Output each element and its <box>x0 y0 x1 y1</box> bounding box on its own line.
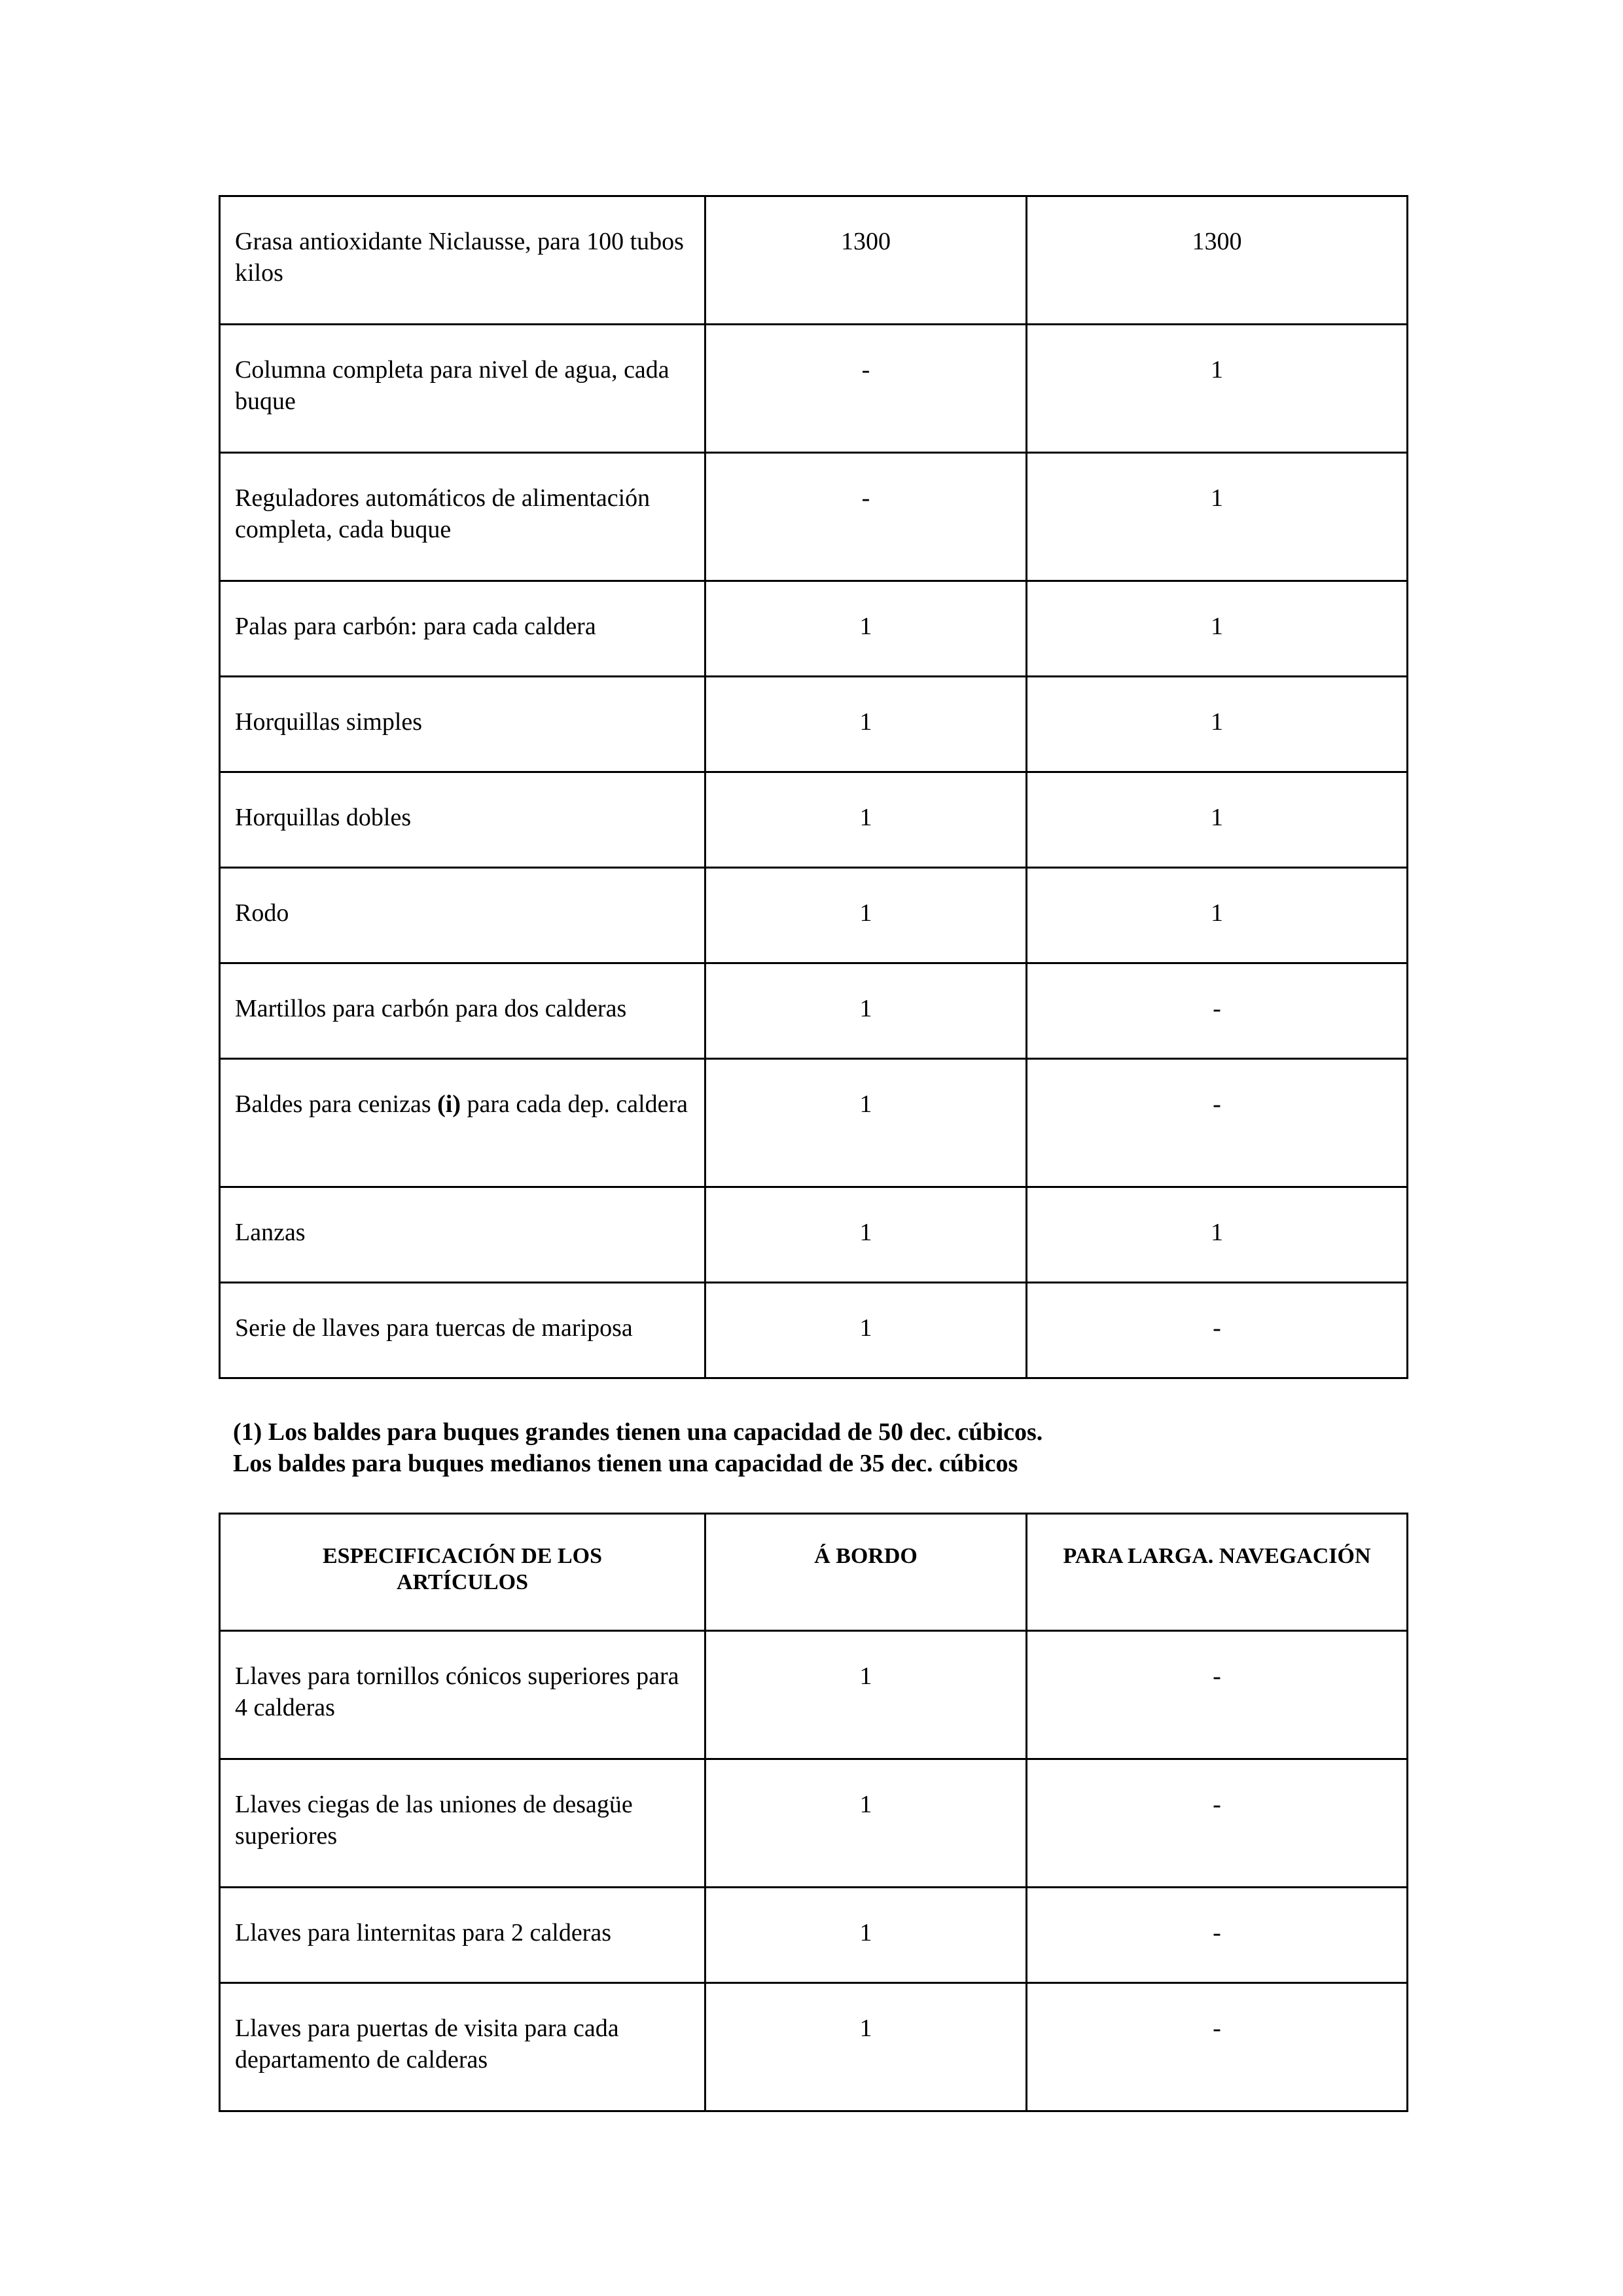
footnote-line-2: Los baldes para buques medianos tienen una capacidad de 35 dec. cúbicos <box>233 1450 1018 1477</box>
larga-navegacion-cell: 1 <box>1027 677 1408 772</box>
a-bordo-cell: 1 <box>705 1631 1027 1759</box>
larga-navegacion-cell: 1 <box>1027 868 1408 963</box>
item-cell: Llaves ciegas de las uniones de desagüe superiores <box>220 1759 705 1888</box>
item-cell: Columna completa para nivel de agua, cada buque <box>220 325 705 453</box>
table-row <box>220 1759 1408 1888</box>
table-row <box>220 1983 1408 2111</box>
footnote-line-1: (1) Los baldes para buques grandes tienen una capacidad de 50 dec. cúbicos. <box>233 1418 1043 1446</box>
item-cell: Llaves para tornillos cónicos superiores para 4 calderas <box>220 1631 705 1759</box>
table-row <box>220 677 1408 772</box>
table-row <box>220 1888 1408 1983</box>
table-row <box>220 1187 1408 1283</box>
item-cell: Horquillas simples <box>220 677 705 772</box>
larga-navegacion-cell: - <box>1027 963 1408 1059</box>
a-bordo-cell: 1 <box>705 963 1027 1059</box>
larga-navegacion-cell: 1 <box>1027 772 1408 868</box>
item-cell: Grasa antioxidante Niclausse, para 100 tubos kilos <box>220 196 705 325</box>
a-bordo-cell: 1 <box>705 581 1027 677</box>
supplies-table-2 <box>219 1513 1408 2112</box>
table-row <box>220 196 1408 325</box>
a-bordo-cell: 1 <box>705 1283 1027 1378</box>
a-bordo-cell: - <box>705 325 1027 453</box>
a-bordo-cell: 1 <box>705 1983 1027 2111</box>
item-cell: Rodo <box>220 868 705 963</box>
a-bordo-cell: 1 <box>705 1187 1027 1283</box>
footnote <box>233 1416 1043 1479</box>
table-row <box>220 1059 1408 1187</box>
item-cell: Serie de llaves para tuercas de mariposa <box>220 1283 705 1378</box>
table-row <box>220 963 1408 1059</box>
a-bordo-cell: 1300 <box>705 196 1027 325</box>
table-row <box>220 868 1408 963</box>
item-text: para cada dep. caldera <box>461 1090 688 1118</box>
item-cell: Horquillas dobles <box>220 772 705 868</box>
item-cell: Martillos para carbón para dos calderas <box>220 963 705 1059</box>
a-bordo-cell: 1 <box>705 1888 1027 1983</box>
item-text: Baldes para cenizas <box>235 1090 438 1118</box>
larga-navegacion-cell: 1 <box>1027 453 1408 581</box>
larga-navegacion-cell: 1 <box>1027 581 1408 677</box>
table-row <box>220 581 1408 677</box>
a-bordo-cell: 1 <box>705 1059 1027 1187</box>
header-larga-navegacion: PARA LARGA. NAVEGACIÓN <box>1027 1514 1408 1631</box>
larga-navegacion-cell: - <box>1027 1888 1408 1983</box>
table-row <box>220 772 1408 868</box>
table-row <box>220 325 1408 453</box>
item-cell: Palas para carbón: para cada caldera <box>220 581 705 677</box>
item-cell: Reguladores automáticos de alimentación completa, cada buque <box>220 453 705 581</box>
header-especificacion: ESPECIFICACIÓN DE LOS ARTÍCULOS <box>220 1514 705 1631</box>
a-bordo-cell: 1 <box>705 677 1027 772</box>
item-cell: Llaves para linternitas para 2 calderas <box>220 1888 705 1983</box>
a-bordo-cell: 1 <box>705 772 1027 868</box>
larga-navegacion-cell: - <box>1027 1759 1408 1888</box>
larga-navegacion-cell: - <box>1027 1059 1408 1187</box>
a-bordo-cell: 1 <box>705 868 1027 963</box>
larga-navegacion-cell: - <box>1027 1631 1408 1759</box>
table-row <box>220 1631 1408 1759</box>
table-row <box>220 1283 1408 1378</box>
larga-navegacion-cell: 1 <box>1027 1187 1408 1283</box>
larga-navegacion-cell: 1 <box>1027 325 1408 453</box>
a-bordo-cell: - <box>705 453 1027 581</box>
larga-navegacion-cell: 1300 <box>1027 196 1408 325</box>
larga-navegacion-cell: - <box>1027 1983 1408 2111</box>
header-a-bordo: Á BORDO <box>705 1514 1027 1631</box>
table-row <box>220 453 1408 581</box>
item-cell: Lanzas <box>220 1187 705 1283</box>
header-row <box>220 1514 1408 1631</box>
item-cell <box>220 1059 705 1187</box>
item-cell: Llaves para puertas de visita para cada departamento de calderas <box>220 1983 705 2111</box>
supplies-table-1 <box>219 195 1408 1379</box>
larga-navegacion-cell: - <box>1027 1283 1408 1378</box>
footnote-ref: (i) <box>437 1090 461 1118</box>
a-bordo-cell: 1 <box>705 1759 1027 1888</box>
